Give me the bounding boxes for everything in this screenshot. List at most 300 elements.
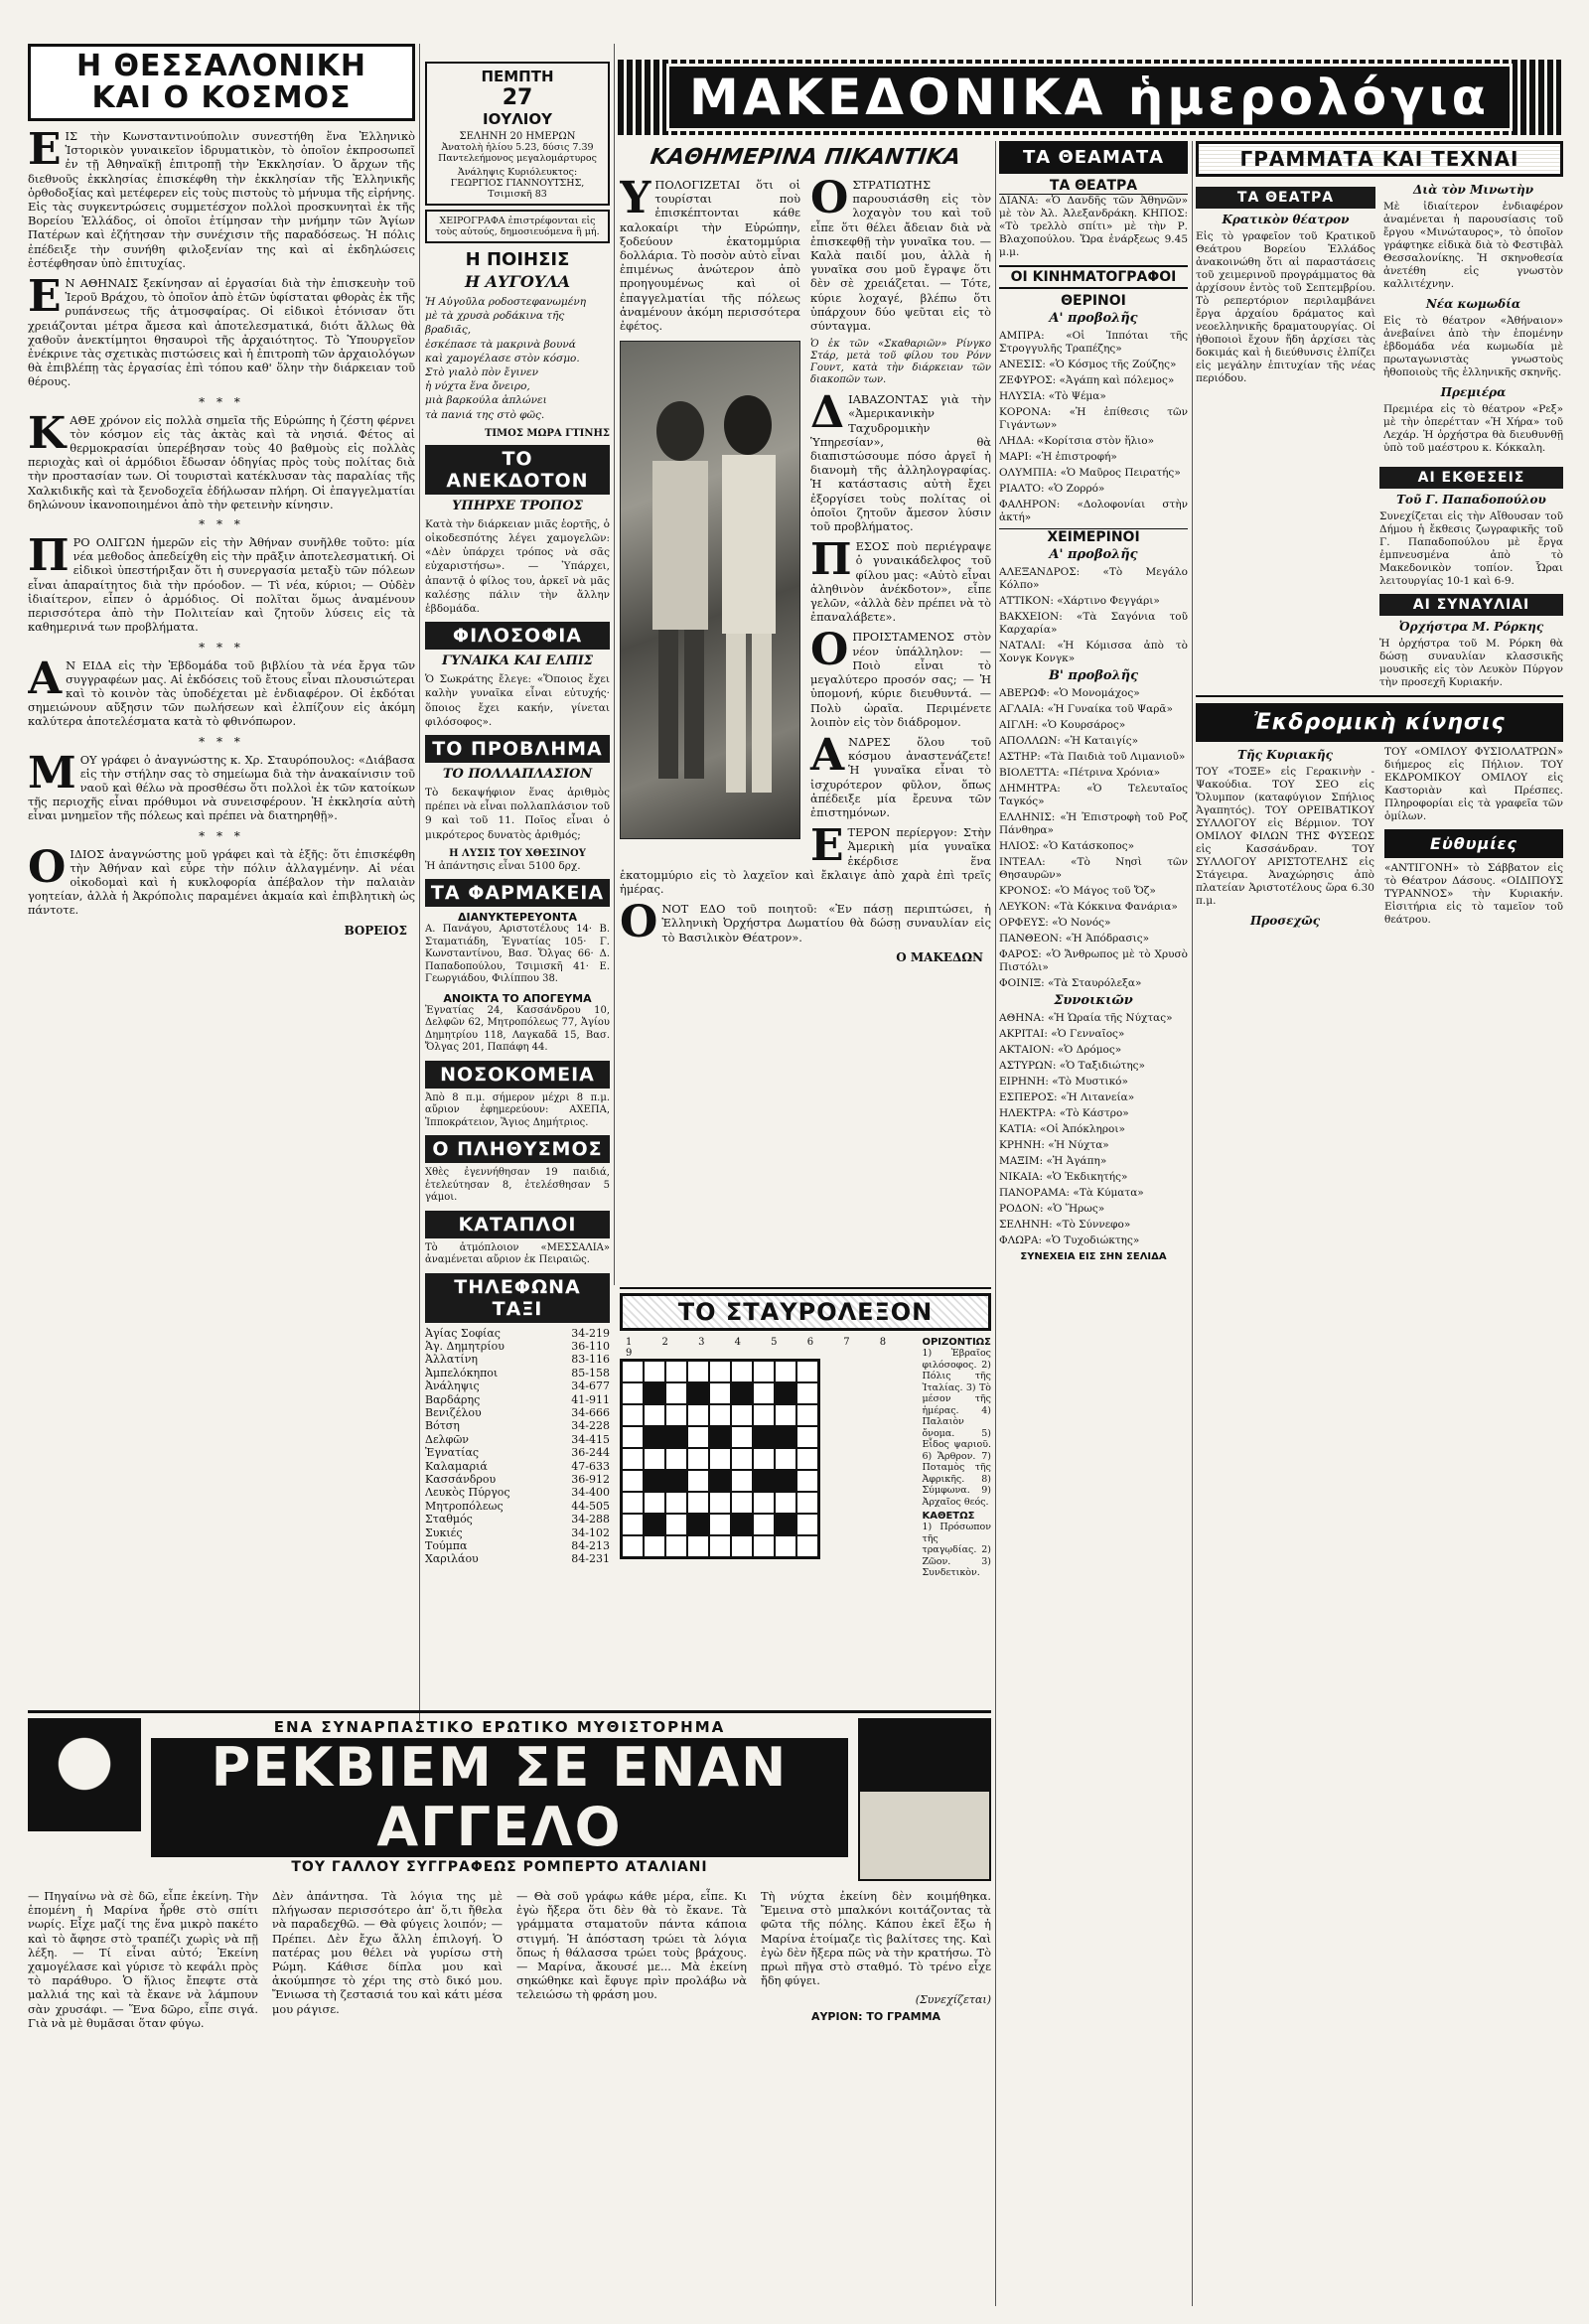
hospitals-text: Ἀπὸ 8 π.μ. σήμερον μέχρι 8 π.μ. αὔριον ἐφημερεύουν: ΑΧΕΠΑ, Ἱπποκράτειον, Ἅγιος Δημήτριος. (425, 1091, 610, 1128)
hospitals-title: ΝΟΣΟΚΟΜΕΙΑ (425, 1061, 610, 1089)
philosophy-text: Ὁ Σωκράτης ἔλεγε: «Ὅποιος ἔχει καλὴν γυναῖκα εἶναι εὐτυχής· ὅποιος ἔχει κακήν, γίνεται φιλόσοφος». (425, 673, 610, 728)
cinema-entry: ΑΘΗΝΑ: «Ἡ Ὡραία τῆς Νύχτας» (999, 1012, 1173, 1024)
sub-minotaur: Διὰ τὸν Μινωτὴν (1412, 183, 1534, 197)
taxi-station: Χαριλάου (425, 1552, 479, 1566)
cinema-entry: ΛΗΔΑ: «Κορίτσια στὸν ἥλιο» (999, 435, 1155, 447)
pharmacy-title: ΤΑ ΦΑΡΜΑΚΕΙΑ (425, 879, 610, 907)
crossword-cell[interactable] (687, 1470, 709, 1492)
crossword-cell[interactable] (709, 1361, 731, 1382)
article-paragraph: ΟΣΤΡΑΤΙΩΤΗΣ παρουσιάσθη εἰς τὸν λοχαγὸν του καὶ τοῦ εἶπε ὅτι θέλει ἄδειαν διὰ νὰ ἐπισκεφθῇ τὴν γυναῖκα του. — Καλὰ παιδί μου, ἀλλὰ ἡ γυναῖκα σου μοῦ ἔγραψε ὅτι δὲν σὲ χρειάζεται. — Τότε, κύριε λοχαγέ, βλέπω ὅτι ὑπάρχουν δύο ψεῦται εἰς τὸ σύνταγμα. (810, 173, 991, 334)
crossword-black-cell (644, 1426, 665, 1448)
cinema-entry: ΜΑΞΙΜ: «Ἡ Ἀγάπη» (999, 1155, 1107, 1167)
cinema-entry: ΑΝΕΣΙΣ: «Ὁ Κόσμος τῆς Ζούζης» (999, 359, 1177, 370)
date-number: 27 (502, 85, 533, 110)
problem-title: ΤΟ ΠΡΟΒΛΗΜΑ (425, 735, 610, 763)
exhibitions-text: Συνεχίζεται εἰς τὴν Αἴθουσαν τοῦ Δήμου ἡ ἔκθεσις ζωγραφικῆς τοῦ Γ. Παπαδοπούλου μὲ ἔργα ἐμπνευσμένα ἀπὸ τὸ Μακεδονικὸν τοπίον. Ὧραι λειτουργίας 10-1 καὶ 6-9. (1379, 510, 1563, 587)
crossword-black-cell (687, 1514, 709, 1535)
crossword-cell[interactable] (753, 1514, 775, 1535)
crossword-cell[interactable] (622, 1514, 644, 1535)
taxi-phone: 36-110 (571, 1339, 610, 1353)
taxi-row (425, 1419, 610, 1432)
date-day: ΠΕΜΠΤΗ (481, 68, 554, 85)
article-paragraph: ΠΡΟ ΟΛΙΓΩΝ ἡμερῶν εἰς τὴν Ἀθήναν συνῆλθε τοῦτο: μία νέα μεθοδος ἀπεδείχθη εἰς τὴν πρᾶξιν ἀποτελεσματική. Οἱ εἰδικοὶ ὑπεστήριξαν ὅτι ἡ συνεργασία μεταξὺ τῶν πόλεων εἶναι ἀπαραίτητος διὰ τὴν πρόοδον. — Τὶ νέα, κύριοι; — Οὐδὲν ἰδιαίτερον, εἶπεν ὁ ἀρμόδιος. Οἱ πολῖται ὅμως ἀναμένουν περισσότερα ἀπὸ τὴν Πολιτείαν καὶ ζητοῦν λύσεις εἰς τὰ καθημερινά των προβλήματα. (28, 530, 415, 635)
crossword-cell[interactable] (796, 1404, 818, 1426)
serial-illustration (28, 1718, 141, 1831)
taxi-title: ΤΗΛΕΦΩΝΑ ΤΑΞΙ (425, 1273, 610, 1323)
suburbs-cinema-list (999, 1012, 1188, 1247)
separator: * * * (199, 640, 244, 654)
serial-author: ΤΟΥ ΓΑΛΛΟΥ ΣΥΓΓΡΑΦΕΩΣ ΡΟΜΠΕΡΤΟ ΑΤΑΛΙΑΝΙ (291, 1859, 708, 1875)
cinema-entry: ΟΛΥΜΠΙΑ: «Ὁ Μαῦρος Πειρατής» (999, 467, 1181, 479)
cinema-entry: ΑΚΤΑΙΟΝ: «Ὁ Δρόμος» (999, 1044, 1122, 1056)
ships-text: Τὸ ἀτμόπλοιον «ΜΕΣΣΑΛΙΑ» ἀναμένεται αὔριον ἐκ Πειραιῶς. (425, 1241, 610, 1266)
taxi-row (425, 1473, 610, 1486)
crossword-cell[interactable] (796, 1492, 818, 1514)
cinema-entry: ΑΓΛΑΙΑ: «Ἡ Γυναίκα τοῦ Ψαρᾶ» (999, 703, 1173, 715)
cinema-entry: ΖΕΦΥΡΟΣ: «Ἀγάπη καὶ πόλεμος» (999, 374, 1175, 386)
taxi-phone: 34-677 (571, 1380, 610, 1393)
sub-premiere: Πρεμιέρα (1440, 385, 1507, 399)
taxi-station: Ἀμπελόκηποι (425, 1366, 499, 1380)
suburbs-label: Συνοικιῶν (1054, 993, 1133, 1008)
cinema-entry: ΠΑΝΘΕΟΝ: «Ἡ Ἀπόδρασις» (999, 933, 1150, 944)
cinema-entry: ΗΛΕΚΤΡΑ: «Τὸ Κάστρο» (999, 1107, 1129, 1119)
theatres-title: ΤΑ ΘΕΑΤΡΑ (999, 178, 1188, 195)
cinema-entry: ΗΛΙΟΣ: «Ὁ Κατάσκοπος» (999, 840, 1134, 852)
misc-title: Εὐθυμίες (1384, 829, 1563, 858)
winter-b-label: Β' προβολῆς (1048, 668, 1139, 683)
crossword-black-cell (644, 1470, 665, 1492)
serial-text: Τὴ νύχτα ἐκείνη δὲν κοιμήθηκα. Ἔμεινα στὸ μπαλκόνι κοιτάζοντας τὰ φῶτα τῆς πόλης. Κάπου ἐκεῖ ἔξω ἡ Μαρίνα ἑτοίμαζε τὶς βαλίτσες της. Καὶ ἐγὼ δὲν ἤξερα πῶς νὰ τὴν κρατήσω. Τὸ πρωὶ πῆγα στὸ σταθμό. Τὸ τρένο εἶχε ἤδη φύγει. (761, 1889, 991, 1988)
cinema-entry: ΚΡΗΝΗ: «Ἡ Νύχτα» (999, 1139, 1109, 1151)
taxi-row (425, 1433, 610, 1446)
clues-down-label: ΚΑΘΕΤΩΣ (922, 1511, 975, 1522)
article-paragraph: ΟΝΟΤ ΕΔΟ τοῦ ποιητοῦ: «Ἐν πάσῃ περιπτώσει, ἡ Ἑλληνικὴ Ὀρχήστρα Δωματίου θὰ δώσῃ συναυλίαν εἰς τὸ Βασιλικὸν Θέατρον». (620, 897, 991, 948)
crossword-cell[interactable] (622, 1382, 644, 1404)
cinema-entry: ΝΑΤΑΛΙ: «Ἡ Κόμισσα ἀπὸ τὸ Χονγκ Κονγκ» (999, 640, 1188, 664)
crossword-cell[interactable] (622, 1492, 644, 1514)
crossword-cell[interactable] (775, 1404, 796, 1426)
crossword-cell[interactable] (644, 1361, 665, 1382)
crossword-black-cell (753, 1426, 775, 1448)
article-paragraph: ΔΙΑΒΑΖΟΝΤΑΣ γιὰ τὴν «Ἀμερικανικὴν Ταχυδρομικὴν Ὑπηρεσίαν», θὰ διαπιστώσουμε πόσο ἀργεῖ ἡ διανομὴ τῆς ἀλληλογραφίας. Ἡ κατάστασις αὐτὴ ἔχει ἐξοργίσει τοὺς πολίτας οἱ ὁποῖοι ζητοῦν ἄμεσον λύσιν τοῦ προβλήματος. (810, 387, 991, 534)
column-spectacles (999, 141, 1188, 2316)
taxi-station: Σταθμός (425, 1513, 473, 1526)
clues-down: 1) Πρόσωπον τῆς τραγῳδίας. 2) Ζῶον. 3) Συνδετικὸν. (922, 1522, 991, 1577)
theatre-title: ΤΑ ΘΕΑΤΡΑ (1196, 187, 1375, 209)
excursions-body (1196, 746, 1563, 933)
taxi-row (425, 1552, 610, 1565)
article-paragraph: ΜΟΥ γράφει ὁ ἀναγνώστης κ. Χρ. Σταυρόπουλος: «Διάβασα εἰς τὴν στήλην σας τὸ σημείωμα διὰ τὴν ἀνακαίνισιν τοῦ ναοῦ καὶ θέλω νὰ προσθέσω ὅτι πολλοὶ ἐκ τῶν κατοίκων τῆς περιοχῆς εἶναι πρόθυμοι νὰ συνεισφέρουν. Ἡ ἐκκλησία αὐτὴ εἶναι μνημεῖον τῆς πόλεως καὶ πρέπει νὰ διατηρηθῇ». (28, 747, 415, 823)
poetry-subtitle: Η ΑΥΓΟΥΛΑ (464, 272, 571, 291)
crossword-cell[interactable] (622, 1448, 644, 1470)
date-sun: Ἀνατολὴ ἡλίου 5.23, δύσις 7.39 (441, 142, 594, 153)
crossword-cell[interactable] (622, 1426, 644, 1448)
cinema-entry: ΛΕΥΚΟΝ: «Τὰ Κόκκινα Φανάρια» (999, 901, 1178, 913)
serial-tomorrow: ΑΥΡΙΟΝ: ΤΟ ΓΡΑΜΜΑ (810, 2010, 941, 2024)
theatres-text: ΔΙΑΝΑ: «Ὁ Δανδῆς τῶν Ἀθηνῶν» μὲ τὸν Ἀλ. Ἀλεξανδράκη. ΚΗΠΟΣ: «Τὸ τρελλὸ σπίτι» μὲ τὴν Ρ. Βλαχοπούλου. Ὥρα ἐνάρξεως 9.45 μ.μ. (999, 195, 1188, 258)
crossword-cell[interactable] (709, 1448, 731, 1470)
news-photo (620, 341, 800, 839)
cinema-entry: ΑΠΟΛΛΩΝ: «Ἡ Καταιγίς» (999, 735, 1139, 747)
crossword-black-cell (709, 1426, 731, 1448)
cinema-entry: ΚΟΡΟΝΑ: «Ἡ ἐπίθεσις τῶν Γιγάντων» (999, 406, 1188, 431)
crossword-cell[interactable] (709, 1382, 731, 1404)
crossword-cell[interactable] (644, 1492, 665, 1514)
taxi-row (425, 1327, 610, 1340)
date-info: ΣΕΛΗΝΗ 20 ΗΜΕΡΩΝ (459, 131, 576, 142)
crossword-cell[interactable] (665, 1514, 687, 1535)
crossword-black-cell (775, 1426, 796, 1448)
problem-subtitle: ΤΟ ΠΟΛΛΑΠΛΑΣΙΟΝ (442, 767, 593, 783)
crossword-cell[interactable] (665, 1535, 687, 1557)
crossword-cell[interactable] (665, 1382, 687, 1404)
taxi-list (425, 1327, 610, 1566)
crossword-cell[interactable] (731, 1535, 753, 1557)
serial-title: ΡΕΚΒΙΕΜ ΣΕ ΕΝΑΝ ΑΓΓΕΛΟ (151, 1738, 848, 1857)
cinema-entry: ΝΙΚΑΙΑ: «Ὁ Ἐκδικητής» (999, 1171, 1128, 1183)
crossword-black-cell (665, 1470, 687, 1492)
taxi-row (425, 1460, 610, 1473)
concerts-subtitle: Ὀρχήστρα Μ. Ρόρκης (1398, 620, 1544, 634)
taxi-row (425, 1393, 610, 1406)
crossword-cell[interactable] (687, 1448, 709, 1470)
taxi-row (425, 1500, 610, 1513)
taxi-row (425, 1446, 610, 1459)
taxi-phone: 36-244 (571, 1446, 610, 1460)
taxi-phone: 34-228 (571, 1419, 610, 1433)
cinema-entry: ΑΜΠΡΑ: «Οἱ Ἰππόται τῆς Στρογγυλῆς Τραπέζης» (999, 330, 1188, 355)
crossword-cell[interactable] (644, 1448, 665, 1470)
crossword-cell[interactable] (665, 1404, 687, 1426)
crossword-cell[interactable] (753, 1492, 775, 1514)
anecdote-subtitle: ΥΠΗΡΧΕ ΤΡΟΠΟΣ (452, 498, 583, 513)
taxi-phone: 34-219 (571, 1326, 610, 1340)
section-header-thessaloniki (28, 44, 415, 121)
taxi-phone: 44-505 (571, 1499, 610, 1513)
crossword-cell[interactable] (687, 1404, 709, 1426)
problem-text: Τὸ δεκαψήφιον ἕνας ἀριθμὸς πρέπει νὰ εἶναι πολλαπλάσιον τοῦ 9 καὶ τοῦ 11. Ποῖος εἶναι ὁ μικρότερος δυνατὸς ἀριθμός; (425, 787, 610, 841)
header-line-1: Η ΘΕΣΣΑΛΟΝΙΚΗ (75, 49, 367, 83)
philosophy-subtitle: ΓΥΝΑΙΚΑ ΚΑΙ ΕΛΠΙΣ (441, 654, 593, 669)
crossword-cell[interactable] (731, 1448, 753, 1470)
crossword-cell[interactable] (622, 1361, 644, 1382)
cinema-entry: ΑΤΤΙΚΟΝ: «Χάρτινο Φεγγάρι» (999, 595, 1160, 607)
crossword-cell[interactable] (622, 1404, 644, 1426)
crossword-cell[interactable] (709, 1535, 731, 1557)
author-signature: ΒΟΡΕΙΟΣ (344, 923, 407, 938)
cinema-entry: ΕΣΠΕΡΟΣ: «Ἡ Λιτανεία» (999, 1091, 1135, 1103)
misc-text: «ΑΝΤΙΓΟΝΗ» τὸ Σάββατον εἰς τὸ Θέατρον Δάσους. «ΟΙΔΙΠΟΥΣ ΤΥΡΑΝΝΟΣ» τὴν Κυριακήν. Εἰσιτήρια εἰς τὸ ταμεῖον τοῦ θεάτρου. (1384, 862, 1563, 926)
column-divider (995, 141, 996, 2306)
crossword-cell[interactable] (665, 1361, 687, 1382)
crossword-cell[interactable] (731, 1470, 753, 1492)
article-paragraph: ΑΝ ΕΙΔΑ εἰς τὴν Ἑβδομάδα τοῦ βιβλίου τὰ νέα ἔργα τῶν συγγραφέων μας. Αἱ ἐκδόσεις τοῦ ἔτους εἶναι πλουσιώτεραι καὶ τὸ κοινὸν τὰς ὑποδέχεται μὲ ἐνδιαφέρον. Οἱ ἐκδόται σημειώνουν αὔξησιν τῶν πωλήσεων καὶ ἐλπίζουν εἰς ἀκόμη καλύτερα ἀποτελέσματα κατὰ τὸ φθινόπωρον. (28, 653, 415, 729)
column-divider (1192, 141, 1193, 2306)
date-month: ΙΟΥΛΙΟΥ (483, 110, 552, 128)
cinema-entry: ΕΙΡΗΝΗ: «Τὸ Μυστικό» (999, 1076, 1128, 1088)
cinema-entry: ΑΣΤΥΡΩΝ: «Ὁ Ταξιδιώτης» (999, 1060, 1145, 1072)
crossword-cell[interactable] (753, 1361, 775, 1382)
taxi-row (425, 1486, 610, 1499)
serial-text: — Πηγαίνω νὰ σὲ δῶ, εἶπε ἐκείνη. Τὴν ἑπομένη ἡ Μαρίνα ἦρθε στὸ σπίτι νωρίς. Εἶχε μαζί της ἕνα μικρὸ πακέτο καὶ τὸ ἄφησε στὸ τραπέζι χωρὶς νὰ πῇ λέξη. — Τί εἶναι αὐτό; Ἐκείνη χαμογέλασε καὶ γύρισε τὸ κεφάλι πρὸς τὸ παράθυρο. Ὁ ἥλιος ἔπεφτε στὰ μαλλιά της καὶ τὰ ἔκανε νὰ λάμπουν σὰν χρυσάφι. — Ἕνα δῶρο, εἶπε σιγά. Γιὰ νὰ μὲ θυμᾶσαι ὅταν φύγω. (28, 1889, 258, 2030)
taxi-row (425, 1513, 610, 1525)
taxi-station: Συκιές (425, 1525, 463, 1539)
crossword-cell[interactable] (796, 1448, 818, 1470)
taxi-station: Λευκὸς Πύργος (425, 1486, 510, 1500)
crossword-cell[interactable] (709, 1514, 731, 1535)
column-info (425, 58, 610, 1706)
crossword-cell[interactable] (753, 1404, 775, 1426)
crossword-cell[interactable] (665, 1492, 687, 1514)
crossword-cell[interactable] (665, 1448, 687, 1470)
theatre-subtitle: Κρατικὸν θέατρον (1222, 213, 1350, 226)
separator: * * * (199, 828, 244, 843)
article-paragraph: ΚΑΘΕ χρόνον εἰς πολλὰ σημεῖα τῆς Εὐρώπης ἡ ζέστη φέρνει τὸν κόσμον εἰς τὰς ἀκτὰς καὶ τὰ νησιά. Φέτος αἱ θερμοκρασίαι ὑπερέβησαν τοὺς 40 βαθμοὺς εἰς πολλὰς περιοχὰς καὶ οἱ ἁρμόδιοι ἔδωσαν ὁδηγίας πρὸς τοὺς πολίτας διὰ τὴν προστασίαν των. Οἱ τουρισταὶ κατέκλυσαν τὰς παραλίας τῆς Χαλκιδικῆς καὶ τὰ ξενοδοχεῖα ἐδήλωσαν πλήρη. Οἱ ἐπαγγελματίαι δηλώνουν ἱκανοποιημένοι ἀπὸ τὴν φετεινὴν κίνησιν. (28, 407, 415, 511)
cinema-entry: ΕΛΛΗΝΙΣ: «Ἡ Ἐπιστροφὴ τοῦ Ροζ Πάνθηρα» (999, 811, 1188, 836)
section-rule (1196, 695, 1563, 697)
taxi-station: Βενιζέλου (425, 1406, 482, 1420)
problem-answer-label: Η ΛΥΣΙΣ ΤΟΥ ΧΘΕΣΙΝΟΥ (449, 847, 586, 859)
crossword-cell[interactable] (796, 1426, 818, 1448)
pharmacy-subtitle: ΔΙΑΝΥΚΤΕΡΕΥΟΝΤΑ (458, 911, 577, 925)
taxi-phone: 47-633 (571, 1459, 610, 1473)
taxi-station: Καλαμαριά (425, 1459, 488, 1473)
exhibitions-title: ΑΙ ΕΚΘΕΣΕΙΣ (1379, 467, 1563, 489)
philosophy-title: ΦΙΛΟΣΟΦΙΑ (425, 622, 610, 650)
cinema-entry: ΗΛΥΣΙΑ: «Τὸ Ψέμα» (999, 390, 1106, 402)
crossword-grid-wrap (620, 1337, 914, 1577)
crossword-cell[interactable] (731, 1492, 753, 1514)
exhibitions-block (1379, 467, 1563, 689)
author-signature: Ο ΜΑΚΕΔΩΝ (896, 949, 983, 964)
continue-note: ΣΥΝΕΧΕΙΑ ΕΙΣ ΣΗΝ ΣΕΛΙΔΑ (1020, 1251, 1167, 1262)
problem-answer: Ἡ ἀπάντησις εἶναι 5100 δρχ. (425, 859, 581, 872)
summer-a-label: Α' προβολῆς (1049, 311, 1138, 326)
crossword-black-cell (665, 1426, 687, 1448)
winter-a-label: Α' προβολῆς (1049, 547, 1138, 562)
crossword-black-cell (775, 1514, 796, 1535)
taxi-station: Βότση (425, 1419, 460, 1433)
crossword-cell[interactable] (622, 1535, 644, 1557)
serial-text: — Θὰ σοῦ γράφω κάθε μέρα, εἶπε. Κι ἐγὼ ἤξερα ὅτι δὲν θὰ τὸ ἔκανε. Τὰ γράμματα σταματοῦν πάντα κάποια στιγμή. Ἡ ἀπόσταση τρώει τὰ λόγια ὅπως ἡ θάλασσα τρώει τοὺς βράχους. — Μαρίνα, ἄκουσέ με... Μὰ ἐκείνη σηκώθηκε καὶ ἔφυγε πρὶν προλάβω νὰ τελειώσω τὴ φράση μου. (516, 1889, 747, 2002)
winter-b-cinema-list (999, 687, 1188, 990)
manuscripts-note: ΧΕΙΡΟΓΡΑΦΑ ἐπιστρέφονται εἰς τοὺς αὐτούς, δημοσιευόμενα ἢ μή. (425, 210, 610, 243)
article-paragraph: ΑΝΔΡΕΣ ὅλου τοῦ κόσμου ἀναστενάζετε! Ἡ γυναῖκα εἶναι τὸ ἰσχυρότερον φῦλον, ὅπως ἀπέδειξε μία ἔρευνα τῶν ἐπιστημόνων. (810, 729, 991, 819)
cinema-entry: ΙΝΤΕΑΛ: «Τὸ Νησὶ τῶν Θησαυρῶν» (999, 856, 1188, 881)
winter-cinema-list (999, 566, 1188, 665)
clues-across: 1) Ἑβραῖος φιλόσοφος. 2) Πόλις τῆς Ἰταλίας. 3) Τὸ μέσον τῆς ἡμέρας. 4) Παλαιὸν ὄνομα. 5) Εἶδος ψαριοῦ. 6) Ἄρθρον. 7) Ποταμὸς τῆς Ἀφρικῆς. 8) Σύμφωνα. 9) Ἀρχαῖος θεός. (922, 1348, 991, 1508)
taxi-phone: 34-415 (571, 1432, 610, 1446)
crossword-clues (922, 1337, 991, 1577)
cinema-title: ΟΙ ΚΙΝΗΜΑΤΟΓΡΑΦΟΙ (999, 265, 1188, 289)
anecdote-text: Κατὰ τὴν διάρκειαν μιᾶς ἑορτῆς, ὁ οἰκοδεσπότης λέγει χαμογελῶν: «Δὲν ὑπάρχει τρόπος νὰ σᾶς εὐχαριστήσω». — Ὑπάρχει, ἀπαντᾷ ὁ φίλος του, ἀρκεῖ νὰ μᾶς καλέσῃς πάλιν τὴν ἄλλην ἑβδομάδα. (425, 517, 610, 616)
taxi-phone: 36-912 (571, 1473, 610, 1487)
article-paragraph: ΥΠΟΛΟΓΙΖΕΤΑΙ ὅτι οἱ τουρίσται ποὺ ἐπισκέπτονται κάθε καλοκαίρι τὴν Εὐρώπην, ξοδεύουν ἑκατομμύρια δολλάρια. Τὸ ποσὸν αὐτὸ εἶναι ἐπιμένως ἀνώτερον ἀπὸ προηγουμένως καὶ οἱ ἐπαγγελματίαι τῆς πόλεως ἀναμένουν ἀκόμη περισσότερα ἐφέτος. (620, 173, 800, 334)
pharmacy-open-title: ΑΝΟΙΚΤΑ ΤΟ ΑΠΟΓΕΥΜΑ (443, 991, 592, 1005)
crossword-title: ΤΟ ΣΤΑΥΡΟΛΕΞΟΝ (620, 1293, 991, 1331)
cinema-entry: ΒΙΟΛΕΤΤΑ: «Πέτρινα Χρόνια» (999, 767, 1161, 779)
taxi-phone: 83-116 (571, 1353, 610, 1367)
cinema-entry: ΑΣΤΗΡ: «Τὰ Παιδιὰ τοῦ Λιμανιοῦ» (999, 751, 1186, 763)
cinema-entry: ΚΡΟΝΟΣ: «Ὁ Μάγος τοῦ Ὄζ» (999, 885, 1156, 897)
cinema-entry: ΜΑΡΙ: «Ἡ ἐπιστροφή» (999, 451, 1117, 463)
taxi-station: Ἀνάληψις (425, 1380, 480, 1393)
taxi-row (425, 1406, 610, 1419)
poetry-author: ΤΙΜΟΣ ΜΩΡΑ ΓΤΙΝΗΣ (484, 427, 610, 439)
crossword-cell[interactable] (644, 1535, 665, 1557)
clues-across-label: ΟΡΙΖΟΝΤΙΩΣ (922, 1337, 991, 1348)
spectacles-title: ΤΑ ΘΕΑΜΑΤΑ (999, 141, 1188, 174)
crossword-cell[interactable] (753, 1448, 775, 1470)
article-paragraph: ΟΠΡΟΙΣΤΑΜΕΝΟΣ στὸν νέον ὑπάλληλον: — Ποιὸ εἶναι τὸ μεγαλύτερο προσόν σας; — Ἡ ὑπομονή, κύριε διευθυντά. — Πολὺ ὡραῖα. Περιμένετε λοιπὸν εἰς τὸν διάδρομον. (810, 625, 991, 729)
taxi-phone: 41-911 (571, 1392, 610, 1406)
pharmacy-text: Α. Πανάγου, Αριστοτέλους 14· Β. Σταματιάδη, Ἐγνατίας 105· Γ. Κωνσταντίνου, Βασ. Ὄλγας 66· Δ. Παπαδοπούλου, Τσιμισκῆ 41· Ε. Γεωργιάδου, Φιλίππου 38. (425, 924, 610, 985)
excursions-text2: ΤΟΥ «ΟΜΙΛΟΥ ΦΥΣΙΟΛΑΤΡΩΝ» διήμερος εἰς Πήλιον. ΤΟΥ ΕΚΔΡΟΜΙΚΟΥ ΟΜΙΛΟΥ εἰς Καστοριὰν καὶ Πρέσπες. Πληροφορίαι εἰς τὰ γραφεῖα τῶν ὁμίλων. (1384, 746, 1563, 822)
crossword-black-cell (753, 1470, 775, 1492)
pikantika-title: ΚΑΘΗΜΕΡΙΝΑ ΠΙΚΑΝΤΙΚΑ (649, 145, 962, 170)
crossword-cell[interactable] (753, 1535, 775, 1557)
crossword-cell[interactable] (709, 1492, 731, 1514)
letters-arts-body (1196, 181, 1563, 461)
article-paragraph: ΕΝ ΑΘΗΝΑΙΣ ξεκίνησαν αἱ ἐργασίαι διὰ τὴν ἐπισκευὴν τοῦ Ἱεροῦ Βράχου, τὸ ὁποῖον ἀπὸ ἐτῶν ὑφίσταται φθορὰς ἐκ τῆς ρυπάνσεως τῆς ἀτμοσφαίρας. Οἱ εἰδικοὶ ἐτόνισαν ὅτι χρειάζονται μέτρα ἄμεσα καὶ ἀποτελεσματικά, διότι ἄλλως θὰ χαθοῦν ἀνεκτίμητοι θησαυροὶ τῆς ἀρχαιότητος. Τὸ Ὑπουργεῖον ἐνέκρινε τὰς σχετικὰς πιστώσεις καὶ ἡ ἐπιτροπὴ τῶν ἀρχαιολόγων θὰ ἐπιβλέπῃ τὰς ἐργασίας ἐπὶ τόπου καθ' ὅλην τὴν διάρκειαν τοῦ θέρους. (28, 271, 415, 389)
article-paragraph: ΕΙΣ τὴν Κωνσταντινούπολιν συνεστήθη ἕνα Ἑλληνικὸ Ἱστορικὸν γυναικεῖον ἱδρυματικὸν, τὸ ὁποῖον ἐκπροσωπεῖ ἐν τῇ Ἀθηναϊκῇ ἐπιτροπῇ τὴν Ἐκκλησίαν. Ὁ ἄρχων τῆς διεθνοῦς ἐκκλησίας ἐπισκέφθη τὴν ἐκκλησίαν τῆς Ἐλληνικῆς ὀρθοδοξίας καὶ μετέφερεν εἰς τοὺς πιστοὺς τὸ μήνυμα τῆς εἰρήνης. Εἰς τὰς συγκεντρώσεις συμμετέσχον πολλοὶ προσκυνηταὶ ἐκ τῆς Βορείου Ἑλλάδος, οἱ ὁποῖοι ἐτίμησαν τὴν μνήμην τῶν Ἁγίων Πατέρων καὶ ἐζήτησαν τὴν συνέχισιν τῆς παραδόσεως. Ἡ πόλις ἐπέδειξε τὴν συνήθη φιλοξενίαν της καὶ αἱ ἐκδηλώσεις ἐστέφθησαν ὑπὸ ἐπιτυχίας. (28, 124, 415, 270)
cinema-entry: ΑΒΕΡΩΦ: «Ὁ Μονομάχος» (999, 687, 1140, 699)
crossword-cell[interactable] (687, 1535, 709, 1557)
article-paragraph: ΟΙΔΙΟΣ ἀναγνώστης μοῦ γράφει καὶ τὰ ἑξῆς: ὅτι ἐπισκέφθη τὴν Ἀθήναν καὶ εὗρε τὴν πόλιν ἀλλαγμένην. Αἱ νέαι οἰκοδομαὶ καὶ ἡ κυκλοφορία ἀπέβαλον τὴν παλαιὰν γοητείαν, ἀλλὰ ἡ Ἀκρόπολις παραμένει ἀκμαία καὶ ἐπιβλητικὴ ὡς πάντοτε. (28, 841, 415, 918)
pikantika-top (620, 173, 991, 339)
exhibitions-subtitle: Τοῦ Γ. Παπαδοπούλου (1396, 493, 1546, 507)
cinema-entry: ΦΑΛΗΡΟΝ: «Δολοφονίαι στὴν ἀκτή» (999, 499, 1188, 523)
article-paragraph: Εἰς τὸ γραφεῖον τοῦ Κρατικοῦ Θεάτρου Βορείου Ἑλλάδος ἀνακοινώθη ὅτι αἱ παραστάσεις τοῦ χειμερινοῦ προγράμματος θὰ ἀρχίσουν ἐντὸς τοῦ Σεπτεμβρίου. Τὸ ρεπερτόριον περιλαμβάνει ἔργα ἀρχαίου δράματος καὶ νεοελληνικῆς δραματουργίας. Οἱ ἠθοποιοὶ ἔχουν ἤδη ἀρχίσει τὰς δοκιμάς καὶ ἡ διεύθυνσις ἐλπίζει εἰς μεγάλην ἐπιτυχίαν τῆς νέας περιόδου. (1196, 230, 1375, 384)
taxi-phone: 34-102 (571, 1525, 610, 1539)
taxi-station: Βαρδάρης (425, 1392, 481, 1406)
cinema-entry: ΡΟΔΟΝ: «Ὁ Ἥρως» (999, 1203, 1105, 1215)
excursions-sub: Τῆς Κυριακῆς (1237, 748, 1333, 762)
crossword-black-cell (709, 1470, 731, 1492)
taxi-row (425, 1353, 610, 1366)
taxi-phone: 85-158 (571, 1366, 610, 1380)
serial-text: Δὲν ἀπάντησα. Τὰ λόγια της μὲ πλήγωσαν περισσότερο ἀπ' ὅ,τι ἤθελα νὰ παραδεχθῶ. — Θὰ φύγεις λοιπόν; — Πρέπει. Δὲν ἔχω ἄλλη ἐπιλογή. Ὁ πατέρας μου θέλει νὰ γυρίσω στὴ Ρώμη. Κάθισε δίπλα μου καὶ ἀκούμπησε τὸ χέρι της στὸ δικό μου. Ἔνιωσα τὴ ζεστασιά του καὶ κάτι μέσα μου ράγισε. (272, 1889, 503, 2016)
crossword-cell[interactable] (709, 1404, 731, 1426)
crossword-cell[interactable] (731, 1361, 753, 1382)
crossword-cell[interactable] (775, 1492, 796, 1514)
taxi-phone: 34-400 (571, 1486, 610, 1500)
photo-figures (621, 342, 799, 838)
article-paragraph: Πρεμιέρα εἰς τὸ θέατρον «Ρεξ» μὲ τὴν ὀπερέτταν «Ἡ Χήρα» τοῦ Λεχάρ. Ἡ ὀρχήστρα θὰ διευθυνθῇ ὑπὸ τοῦ μαέστρου κ. Κόκκαλη. (1383, 403, 1563, 454)
population-title: Ο ΠΛΗΘΥΣΜΟΣ (425, 1135, 610, 1163)
excursions-title: Ἐκδρομικὴ κίνησις (1196, 703, 1563, 742)
taxi-phone: 34-666 (571, 1406, 610, 1420)
crossword-cell[interactable] (775, 1448, 796, 1470)
serial-novel (28, 1718, 991, 2314)
crossword-cell[interactable] (796, 1514, 818, 1535)
cinema-entry: ΑΚΡΙΤΑΙ: «Ὁ Γενναῖος» (999, 1028, 1125, 1040)
serial-next: (Συνεχίζεται) (915, 1993, 991, 2007)
crossword-cell[interactable] (775, 1535, 796, 1557)
taxi-station: Κασσάνδρου (425, 1473, 497, 1487)
crossword-body (620, 1337, 991, 1577)
cinema-entry: ΔΗΜΗΤΡΑ: «Ὁ Τελευταῖος Ταγκός» (999, 783, 1188, 807)
pharmacy-open-text: Ἐγνατίας 24, Κασσάνδρου 10, Δελφῶν 62, Μητροπόλεως 77, Ἀγίου Δημητρίου 118, Λαγκαδᾶ 15, Βασ. Ὄλγας 201, Παπάφη 44. (425, 1004, 610, 1054)
summer-cinema-list (999, 330, 1188, 524)
serial-portrait (858, 1718, 991, 1881)
cinema-entry: ΦΟΙΝΙΞ: «Τὰ Σταυρόλεξα» (999, 977, 1142, 989)
column-letters-arts (1196, 141, 1563, 2316)
taxi-row (425, 1380, 610, 1392)
date-pharmacy: Ἀνάληψις Κυριόλευκτος: ΓΕΩΡΓΙΟΣ ΓΙΑΝΝΟΥΤΣΗΣ, Τσιμισκῆ 83 (450, 167, 585, 200)
crossword-cell[interactable] (775, 1361, 796, 1382)
crossword-cell[interactable] (796, 1535, 818, 1557)
taxi-station: Ἀλλατίνη (425, 1353, 478, 1367)
crossword-black-cell (644, 1514, 665, 1535)
poetry-title: Η ΠΟΙΗΣΙΣ (465, 249, 570, 270)
concerts-text: Ἡ ὀρχήστρα τοῦ Μ. Ρόρκη θὰ δώσῃ συναυλίαν κλασσικῆς μουσικῆς εἰς τὸν Λευκὸν Πύργον τὴν προσεχῆ Κυριακήν. (1379, 638, 1563, 688)
letters-arts-col-a (1196, 181, 1375, 461)
cinema-entry: ΠΑΝΟΡΑΜΑ: «Τὰ Κύματα» (999, 1187, 1144, 1199)
crossword-black-cell (644, 1382, 665, 1404)
crossword-cell[interactable] (687, 1492, 709, 1514)
crossword-cell[interactable] (687, 1426, 709, 1448)
letters-arts-col-b (1383, 181, 1563, 461)
concerts-title: ΑΙ ΣΥΝΑΥΛΙΑΙ (1379, 594, 1563, 616)
crossword-cell[interactable] (731, 1404, 753, 1426)
taxi-row (425, 1367, 610, 1380)
photo-caption: Ὁ ἐκ τῶν «Σκαθαριῶν» Ρίνγκο Στάρ, μετὰ τοῦ φίλου του Ρόνν Γουντ, κατὰ τὴν διάρκειαν τῶν διακοπῶν των. (810, 339, 991, 386)
crossword-black-cell (775, 1382, 796, 1404)
taxi-station: Μητροπόλεως (425, 1499, 504, 1513)
cinema-entry: ΦΑΡΟΣ: «Ὁ Ἄνθρωπος μὲ τὸ Χρυσὸ Πιστόλι» (999, 948, 1188, 973)
serial-header (28, 1718, 991, 1881)
excursions-text: ΤΟΥ «ΤΟΞΕ» εἰς Γερακινὴν - Ψακούδια. ΤΟΥ ΣΕΟ εἰς Ὄλυμπον (καταφύγιον Σπήλιος Ἀγαπητός). ΤΟΥ ΟΡΕΙΒΑΤΙΚΟΥ ΣΥΛΛΟΓΟΥ εἰς Βέρμιον. ΤΟΥ ΟΜΙΛΟΥ ΦΙΛΩΝ ΤΗΣ ΦΥΣΕΩΣ εἰς Κασσάνδραν. ΤΟΥ ΣΥΛΛΟΓΟΥ ΑΡΙΣΤΟΤΕΛΗΣ εἰς Στάγειρα. Ἀναχώρησις ἀπὸ πλατείαν Ἀριστοτέλους ὥρα 6.30 π.μ. (1196, 766, 1374, 907)
separator: * * * (199, 517, 244, 532)
anecdote-title: ΤΟ ΑΝΕΚΔΟΤΟΝ (425, 445, 610, 495)
population-text: Χθὲς ἐγεννήθησαν 19 παιδιά, ἐτελεύτησαν 8, ἐτελέσθησαν 5 γάμοι. (425, 1167, 610, 1204)
taxi-phone: 84-231 (571, 1552, 610, 1566)
column-divider (419, 44, 420, 1722)
taxi-station: Ἀγίας Σοφίας (425, 1326, 501, 1340)
date-box (425, 62, 610, 206)
column-thessaloniki (28, 44, 415, 1702)
poetry-text: Ἡ Αὐγοῦλα ροδοστεφανωμένη μὲ τὰ χρυσὰ ροδάκινα τῆς βραδιᾶς, ἐσκέπασε τὰ μακρινὰ βουνά καὶ χαμογέλασε στὸν κόσμο. Στὸ γιαλὸ πὸν ἔγινεν ἡ νύχτα ἕνα ὄνειρο, μιὰ βαρκούλα ἁπλώνει τὰ πανιά της στὸ φῶς. (425, 296, 587, 421)
cinema-entry: ΟΡΦΕΥΣ: «Ὁ Νονός» (999, 917, 1111, 929)
taxi-row (425, 1526, 610, 1539)
taxi-row (425, 1340, 610, 1353)
cinema-entry: ΣΕΛΗΝΗ: «Τὸ Σύννεφο» (999, 1219, 1131, 1231)
taxi-phone: 34-288 (571, 1513, 610, 1526)
crossword-cell[interactable] (796, 1470, 818, 1492)
serial-kicker: ΕΝΑ ΣΥΝΑΡΠΑΣΤΙΚΟ ΕΡΩΤΙΚΟ ΜΥΘΙΣΤΟΡΗΜΑ (273, 1718, 726, 1736)
letters-arts-title: ΓΡΑΜΜΑΤΑ ΚΑΙ ΤΕΧΝΑΙ (1196, 141, 1563, 177)
crossword-black-cell (731, 1382, 753, 1404)
winter-title: ΧΕΙΜΕΡΙΝΟΙ (999, 528, 1188, 545)
crossword-cell[interactable] (731, 1426, 753, 1448)
serial-last-col (761, 1889, 991, 2036)
crossword-grid[interactable] (620, 1359, 820, 1559)
crossword-cell[interactable] (753, 1382, 775, 1404)
crossword-cell[interactable] (796, 1382, 818, 1404)
separator: * * * (199, 394, 244, 409)
ships-title: ΚΑΤΑΠΛΟΙ (425, 1211, 610, 1238)
serial-columns (28, 1889, 991, 2036)
crossword-cell[interactable] (687, 1361, 709, 1382)
article-paragraph: Μὲ ἰδιαίτερον ἐνδιαφέρον ἀναμένεται ἡ παρουσίασις τοῦ ἔργου «Μινώταυρος», τὸ ὁποῖον γράφτηκε εἰδικὰ διὰ τὸ Φεστιβὰλ Θεσσαλονίκης. Ἡ σκηνοθεσία ἀνετέθη εἰς γνωστὸν καλλιτέχνην. (1383, 201, 1563, 290)
crossword-cell[interactable] (644, 1404, 665, 1426)
crossword-black-cell (731, 1514, 753, 1535)
crossword-cell[interactable] (796, 1361, 818, 1382)
sub-comedy: Νέα κωμωδία (1425, 297, 1521, 311)
crossword-cell[interactable] (622, 1470, 644, 1492)
